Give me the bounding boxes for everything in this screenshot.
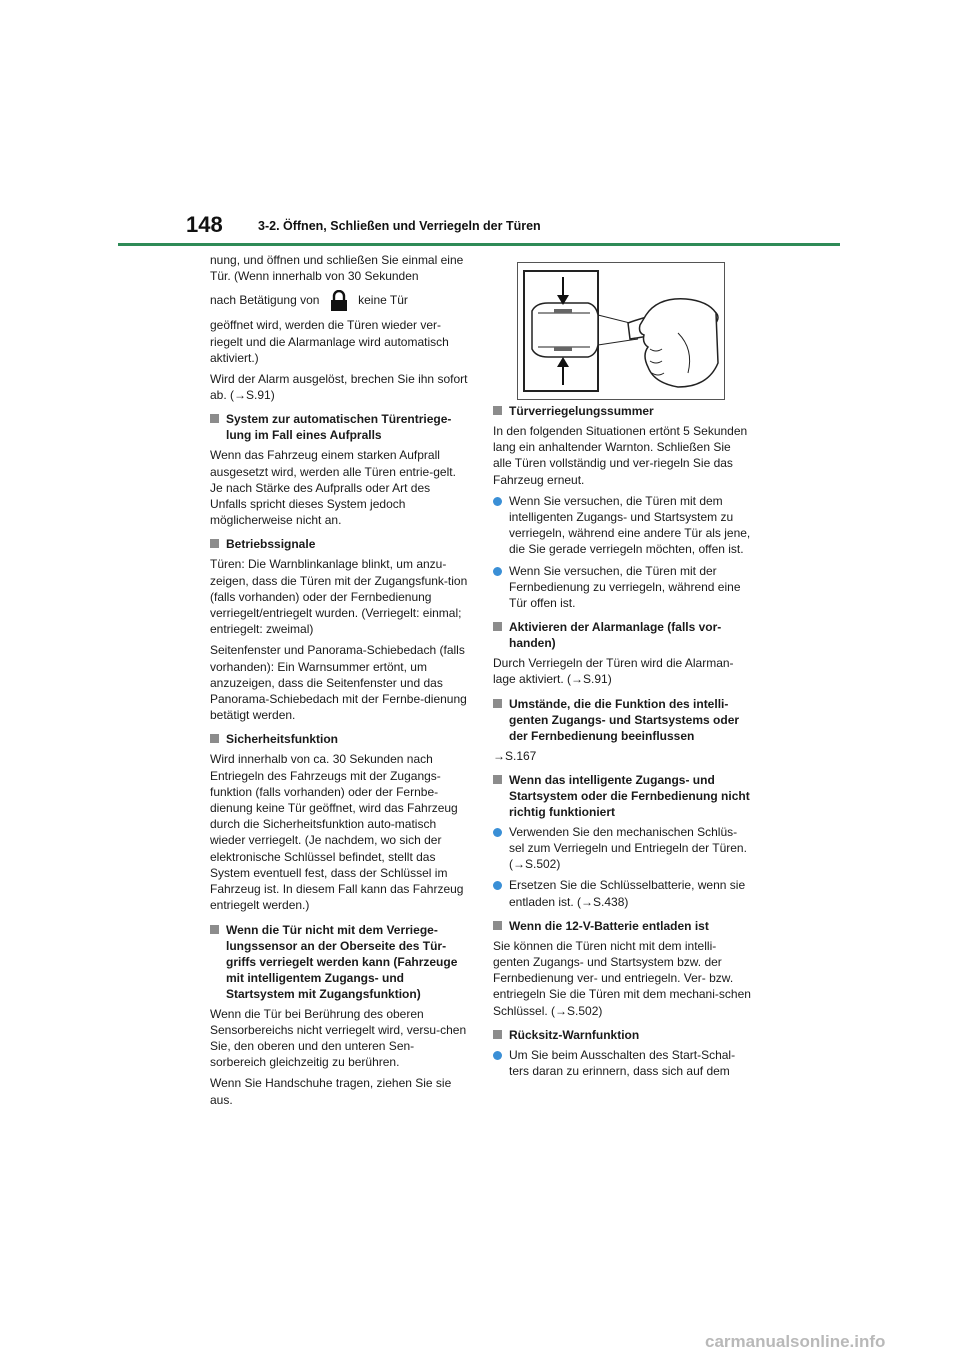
section-text: Durch Verriegeln der Türen wird die Alarman-lage aktiviert. (→S.91)	[493, 656, 734, 687]
section-title: Umstände, die die Funktion des intelli-genten Zugangs- und Startsystems oder der Fernbedienung beeinflussen	[493, 696, 751, 744]
section-title: Betriebssignale	[210, 536, 468, 552]
bullet-item: Wenn Sie versuchen, die Türen mit der Fernbedienung zu verriegeln, während eine Tür offen ist.	[493, 563, 751, 612]
chapter-title: 3-2. Öffnen, Schließen und Verriegeln der Türen	[258, 219, 541, 233]
section-title: Wenn das intelligente Zugangs- und Startsystem oder die Fernbedienung nicht richtig funktioniert	[493, 772, 751, 820]
bullet-item: Ersetzen Sie die Schlüsselbatterie, wenn sie entladen ist. (→S.438)	[493, 877, 751, 909]
watermark: carmanualsonline.info	[705, 1332, 886, 1351]
section-title: Türverriegelungssummer	[493, 403, 751, 419]
lock-icon	[329, 290, 349, 312]
intro-post-icon: keine Tür	[358, 293, 408, 308]
door-handle-illustration	[517, 262, 725, 400]
intro-rest: geöffnet wird, werden die Türen wieder ver-riegelt und die Alarmanlage wird automatisch aktiviert.)	[210, 318, 449, 365]
intro-icon-line	[210, 290, 468, 312]
section-text: Wenn das Fahrzeug einem starken Aufprall ausgesetzt wird, werden alle Türen entrie-gelt. Je nach Stärke des Aufpralls oder Art des Unfalls spricht dieses System jedoch möglicherweise nicht an.	[210, 448, 456, 528]
section-text: Wenn die Tür bei Berührung des oberen Sensorbereichs nicht verriegelt wird, versu-chen Sie, den oberen und den unteren Sen-sorbereich gleichzeitig zu berühren.	[210, 1006, 467, 1070]
section-title: Wenn die Tür nicht mit dem Verriege-lungssensor an der Oberseite des Tür-griffs verriegelt werden kann (Fahrzeuge mit intelligentem Zugangs- und Startsystem mit Zugangsfunktion)	[210, 922, 468, 1002]
page-number: 148	[186, 212, 223, 237]
section-text: Sie können die Türen nicht mit dem intelli-genten Zugangs- und Startsystem bzw. der Fernbedienung ver- und entriegeln. Ver- bzw. entriegeln Sie die Türen mit dem mechani-schen Schlüssel. (→S.502)	[493, 938, 751, 1018]
bullet-item: Verwenden Sie den mechanischen Schlüs-sel zum Verriegeln und Entriegeln der Türen. (→S.502)	[493, 824, 751, 873]
section-title: Rücksitz-Warnfunktion	[493, 1027, 751, 1043]
section-text: In den folgenden Situationen ertönt 5 Sekunden lang ein anhaltender Warnton. Schließen Sie alle Türen vollständig und ver-riegeln Sie das Fahrzeug erneut.	[493, 424, 748, 487]
section-text: →S.167	[493, 748, 537, 763]
section-text: Wird innerhalb von ca. 30 Sekunden nach Entriegeln des Fahrzeugs mit der Zugangs-funktion (falls vorhanden) oder der Fernbe-dienung keine Tür geöffnet, wird das Fahrzeug durch die Sicherheitsfunktion auto-matisch wieder verriegelt. (Je nachdem, wo sich der elektronische Schlüssel befindet, stellt das System eventuell fest, dass der Schlüssel im Fahrzeug ist. In diesem Fall kann das Fahrzeug entriegelt werden.)	[210, 752, 464, 913]
section-title: Wenn die 12-V-Batterie entladen ist	[493, 918, 751, 934]
bullet-item: Wenn Sie versuchen, die Türen mit dem intelligenten Zugangs- und Startsystem zu verriegeln, während eine andere Tür als jene, die Sie gerade verriegeln möchten, offen ist.	[493, 493, 751, 558]
bullet-item: Um Sie beim Ausschalten des Start-Schal-ters daran zu erinnern, dass sich auf dem	[493, 1047, 751, 1079]
header-rule	[118, 243, 840, 246]
intro-pre-icon: nach Betätigung von	[210, 293, 320, 308]
left-column	[210, 252, 468, 1113]
right-column	[493, 403, 751, 1084]
intro-alarm: Wird der Alarm ausgelöst, brechen Sie ihn sofort ab. (→S.91)	[210, 372, 468, 403]
section-title: Aktivieren der Alarmanlage (falls vor-handen)	[493, 619, 751, 651]
section-title: Sicherheitsfunktion	[210, 731, 468, 747]
section-text: Türen: Die Warnblinkanlage blinkt, um anzu-zeigen, dass die Türen mit der Zugangsfunk-tion (falls vorhanden) oder der Fernbedienung verriegelt/entriegelt wurden. (Verriegelt: einmal; entriegelt: zweimal)	[210, 557, 468, 637]
section-text: Seitenfenster und Panorama-Schiebedach (falls vorhanden): Ein Warnsummer ertönt, um anzuzeigen, dass die Seitenfenster und das Panorama-Schiebedach mit der Fernbe-dienung betätigt werden.	[210, 643, 467, 723]
intro-line: nung, und öffnen und schließen Sie einmal eine Tür. (Wenn innerhalb von 30 Sekunden	[210, 253, 464, 284]
section-title: System zur automatischen Türentriege-lung im Fall eines Aufpralls	[210, 411, 468, 443]
section-text: Wenn Sie Handschuhe tragen, ziehen Sie sie aus.	[210, 1076, 452, 1107]
